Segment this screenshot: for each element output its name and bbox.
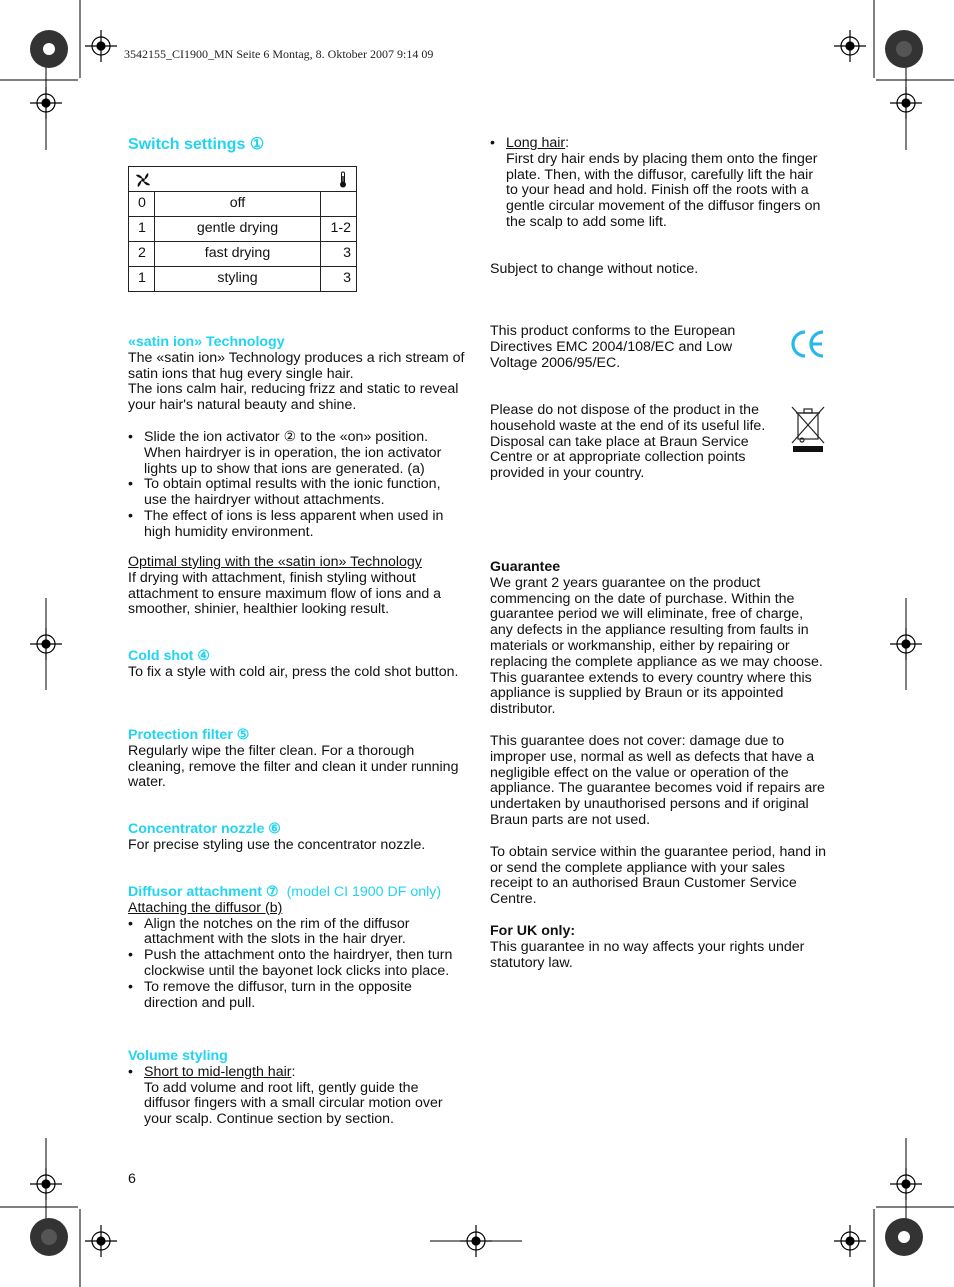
- fan-icon: [135, 172, 151, 188]
- crossed-bin-icon: [790, 405, 826, 453]
- guarantee-heading: Guarantee: [490, 559, 561, 575]
- list-item: • Long hair: First dry hair ends by placing them onto the finger plate. Then, with the diffusor, carefully lift the hair to your head and hold. Finish off the roots with a gentle circular movement of the diffusor fingers on the scalp to add some lift.: [490, 135, 821, 230]
- uk-only-text: This guarantee in no way affects your rights under statutory law.: [490, 938, 805, 971]
- ce-mark-icon: [790, 328, 826, 360]
- satin-ion-text: The «satin ion» Technology produces a rich stream of satin ions that hug every single hair.: [128, 349, 465, 382]
- optimal-styling-text: If drying with attachment, finish styling without attachment to ensure maximum flow of ions and a smoother, shinier, healthier looking result.: [128, 569, 442, 618]
- long-hair-section: [490, 136, 825, 231]
- table-row: 1 gentle drying 1-2: [129, 217, 357, 242]
- list-item: • Slide the ion activator ② to the «on» position. When hairdryer is in operation, the ion activator lights up to show that ions are generated. (a): [128, 429, 442, 477]
- list-item: • Push the attachment onto the hairdryer, then turn clockwise until the bayonet lock clicks into place.: [128, 947, 453, 979]
- protection-filter-text: Regularly wipe the filter clean. For a thorough cleaning, remove the filter and clean it under running water.: [128, 742, 459, 791]
- list-item: • To remove the diffusor, turn in the opposite direction and pull.: [128, 978, 412, 1011]
- guarantee-text-4: To obtain service within the guarantee period, hand in or send the complete appliance with your sales receipt to an authorised Braun Customer Service Centre.: [490, 843, 826, 908]
- protection-filter-heading: Protection filter ⑤: [128, 727, 250, 743]
- volume-styling-heading: Volume styling: [128, 1048, 228, 1064]
- table-header-row: [129, 167, 357, 192]
- concentrator-text: For precise styling use the concentrator nozzle.: [128, 836, 426, 853]
- protection-filter-section: [128, 728, 468, 791]
- thermometer-icon: [338, 171, 348, 188]
- page-number: 6: [128, 1171, 136, 1187]
- guarantee-text-3: This guarantee does not cover: damage due to improper use, normal as well as defects that have a negligible effect on the value or operation of the appliance. The guarantee becomes void if repairs are undertaken by unauthorised persons and if original Braun parts are not used.: [490, 732, 825, 828]
- print-slug: 3542155_CI1900_MN Seite 6 Montag, 8. Oktober 2007 9:14 09: [124, 47, 434, 61]
- guarantee-section: [490, 560, 826, 971]
- diffusor-heading: Diffusor attachment ⑦: [128, 884, 279, 900]
- list-item: • Short to mid-length hair: To add volume and root lift, gently guide the diffusor fingers with a small circular motion over your scalp. Continue section by section.: [128, 1063, 443, 1128]
- guarantee-text-2: This guarantee extends to every country where this appliance is supplied by Braun or its appointed distributor.: [490, 669, 812, 718]
- satin-ion-section: [128, 335, 468, 414]
- list-item: • Align the notches on the rim of the diffusor attachment with the slots in the hair dryer.: [128, 915, 410, 948]
- guarantee-text: We grant 2 years guarantee on the product commencing on the date of purchase. Within the guarantee period we will eliminate, free of charge, any defects in the appliance resulting from faults in materials or workmanship, either by repairing or replacing the complete appliance as we may choose.: [490, 574, 823, 670]
- volume-styling-section: [128, 1049, 463, 1128]
- cold-shot-section: [128, 649, 468, 681]
- table-row: 0 off: [129, 192, 357, 217]
- conformity-text: This product conforms to the European Directives EMC 2004/108/EC and Low Voltage 2006/95/EC.: [490, 323, 736, 371]
- concentrator-heading: Concentrator nozzle ⑥: [128, 821, 282, 837]
- switch-settings-heading: Switch settings ①: [128, 136, 265, 153]
- table-row: 1 styling 3: [129, 267, 357, 292]
- diffusor-section: [128, 885, 473, 1011]
- list-item: • The effect of ions is less apparent when used in high humidity environment.: [128, 507, 444, 540]
- uk-only-heading: For UK only:: [490, 922, 576, 939]
- concentrator-section: [128, 822, 468, 854]
- satin-ion-bullets: [128, 430, 463, 541]
- diffusor-model-note: (model CI 1900 DF only): [286, 884, 442, 900]
- list-item: • To obtain optimal results with the ionic function, use the hairdryer without attachments.: [128, 476, 441, 509]
- subject-to-change: Subject to change without notice.: [490, 261, 699, 277]
- disposal-text: Please do not dispose of the product in the household waste at the end of its useful life. Disposal can take place at Braun Service Centre or at appropriate collection points provided in your country.: [490, 402, 766, 482]
- attaching-heading: Attaching the diffusor (b): [128, 899, 283, 916]
- cold-shot-heading: Cold shot ④: [128, 648, 211, 664]
- satin-ion-heading: «satin ion» Technology: [128, 334, 285, 350]
- satin-ion-text-2: The ions calm hair, reducing frizz and static to reveal your hair's natural beauty and shine.: [128, 381, 459, 414]
- optimal-styling-heading: Optimal styling with the «satin ion» Technology: [128, 554, 422, 570]
- switch-settings-table: [128, 166, 357, 292]
- cold-shot-text: To fix a style with cold air, press the cold shot button.: [128, 663, 459, 680]
- table-row: 2 fast drying 3: [129, 242, 357, 267]
- optimal-styling-section: [128, 555, 468, 618]
